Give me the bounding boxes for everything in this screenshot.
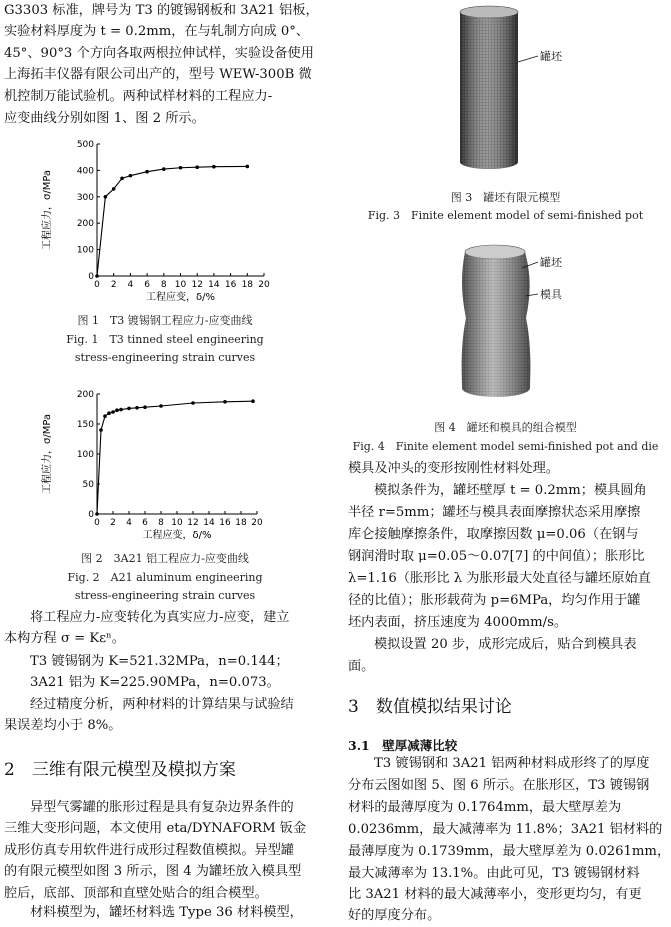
- section-3-1-heading: 3.1 壁厚减薄比较: [348, 738, 458, 753]
- y-tick-label: 200: [76, 219, 94, 230]
- x-axis-label: 工程应变，δ/%: [142, 530, 212, 541]
- data-point: [223, 400, 227, 404]
- data-point: [212, 165, 216, 169]
- y-tick-label: 200: [76, 390, 94, 400]
- text-line: 腔后，底部、顶部和直壁处贴合的组合模型。: [4, 886, 268, 901]
- text-line: 应变曲线分别如图 1、图 2 所示。: [4, 111, 205, 126]
- text-line: 经过精度分析，两种材料的计算结果与试验结: [30, 697, 294, 712]
- figure-1-chart: [40, 134, 300, 306]
- x-tick-label: 20: [251, 518, 263, 528]
- section-2-heading: 2 三维有限元模型及模拟方案: [4, 760, 236, 780]
- text-line: 异型气雾罐的胀形过程是具有复杂边界条件的: [30, 800, 294, 815]
- y-axis-label: 工程应力，σ/MPa: [42, 413, 53, 495]
- text-line: T3 镀锡钢和 3A21 铝两种材料成形终了的厚度: [374, 756, 650, 771]
- figure-2-caption-en: stress-engineering strain curves: [74, 589, 256, 602]
- text-line: 成形仿真专用软件进行成形过程数值模拟。异型罐: [4, 843, 295, 858]
- x-tick-label: 8: [160, 280, 167, 290]
- text-line: 45°、90°3 个方向各取两根拉伸试样，实验设备使用: [4, 46, 314, 61]
- text-line: 最薄厚度为 0.1739mm，最大壁厚差为 0.0261mm，: [348, 844, 671, 859]
- x-tick-label: 0: [94, 518, 100, 528]
- data-point: [95, 274, 99, 278]
- data-point: [119, 408, 123, 412]
- text-line: 面。: [348, 659, 375, 674]
- figure-4-combined-model: [440, 238, 590, 410]
- data-point: [246, 165, 250, 169]
- data-point: [251, 399, 255, 403]
- x-tick-label: 20: [258, 280, 270, 290]
- x-tick-label: 18: [241, 280, 254, 290]
- text-line: 比 3A21 材料的最大减薄率小，变形更均匀，有更: [348, 887, 642, 902]
- x-tick-label: 16: [224, 280, 237, 290]
- text-line: 模拟设置 20 步，成形完成后，贴合到模具表: [374, 637, 637, 652]
- x-tick-label: 6: [144, 280, 150, 290]
- text-line: 半径 r=5mm；罐坯与模具表面摩擦状态采用摩擦: [348, 505, 641, 520]
- x-tick-label: 12: [191, 280, 203, 290]
- figure-3-label-pot: 罐坯: [540, 50, 562, 63]
- y-tick-label: 400: [76, 166, 94, 177]
- data-point: [159, 404, 163, 408]
- data-point: [104, 195, 108, 199]
- data-point: [127, 407, 131, 411]
- figure-4-label-die: 模具: [540, 288, 562, 301]
- y-tick-label: 100: [76, 450, 94, 460]
- y-tick-label: 0: [88, 272, 94, 282]
- text-line: 三维大变形问题，本文使用 eta/DYNAFORM 钣金: [4, 821, 307, 836]
- text-line: 材料模型为，罐坯材料选 Type 36 材料模型，: [30, 905, 303, 920]
- x-axis-label: 工程应变，δ/%: [146, 292, 215, 303]
- series-line: [97, 401, 253, 514]
- text-line: 径的比值）；胀形载荷为 p=6MPa，均匀作用于罐: [348, 593, 641, 608]
- series-line: [97, 166, 247, 276]
- data-point: [112, 187, 116, 191]
- x-tick-label: 16: [219, 518, 231, 528]
- text-line: 坯内表面，挤压速度为 4000mm/s。: [348, 615, 568, 630]
- data-point: [95, 512, 99, 516]
- figure-1-caption-en: stress-engineering strain curves: [74, 351, 256, 364]
- text-line: 实验材料厚度为 t = 0.2mm，在与轧制方向成 0°、: [4, 24, 310, 39]
- x-tick-label: 14: [203, 518, 215, 528]
- x-tick-label: 10: [171, 518, 183, 528]
- y-tick-label: 100: [76, 245, 94, 256]
- figure-1-caption-cn: 图 1 T3 镀锡钢工程应力-应变曲线: [77, 314, 253, 327]
- data-point: [107, 411, 111, 415]
- text-line: 3A21 铝为 K=225.90MPa，n=0.073。: [30, 675, 280, 690]
- text-line: 材料的最薄厚度为 0.1764mm，最大壁厚差为: [348, 800, 622, 815]
- text-line: 模具及冲头的变形按刚性材料处理。: [348, 461, 559, 476]
- text-line: 好的厚度分布。: [348, 908, 441, 923]
- figure-4-label-pot: 罐坯: [540, 256, 562, 269]
- text-line: 0.0236mm，最大减薄率为 11.8%；3A21 铝材料的: [348, 822, 663, 837]
- section-3-heading: 3 数值模拟结果讨论: [348, 697, 512, 717]
- y-tick-label: 150: [76, 420, 94, 430]
- text-line: 模拟条件为，罐坯壁厚 t = 0.2mm；模具圆角: [374, 483, 647, 498]
- x-tick-label: 8: [158, 518, 164, 528]
- data-point: [103, 414, 107, 418]
- figure-3-caption-cn: 图 3 罐坯有限元模型: [450, 191, 561, 204]
- figure-1-caption-en: Fig. 1 T3 tinned steel engineering: [66, 333, 264, 346]
- x-tick-label: 12: [187, 518, 199, 528]
- data-point: [191, 401, 195, 405]
- text-line: 钢润滑时取 μ=0.05～0.07[7] 的中间值）；胀形比: [348, 549, 645, 564]
- figure-2-caption-en: Fig. 2 A21 aluminum engineering: [67, 571, 263, 584]
- figure-4-caption-cn: 图 4 罐坯和模具的组合模型: [434, 421, 577, 434]
- x-tick-label: 4: [126, 518, 132, 528]
- figure-3-caption-en: Fig. 3 Finite element model of semi-finished pot: [367, 209, 644, 222]
- text-line: 分布云图如图 5、图 6 所示。在胀形区，T3 镀锡钢: [348, 778, 650, 793]
- data-point: [195, 165, 199, 169]
- data-point: [145, 170, 149, 174]
- x-tick-label: 2: [110, 280, 117, 290]
- text-line: G3303 标准，牌号为 T3 的镀锡钢板和 3A21 铝板，: [4, 3, 319, 18]
- y-axis-label: 工程应力，σ/MPa: [42, 169, 53, 251]
- data-point: [120, 177, 124, 181]
- figure-2-chart: [40, 380, 300, 542]
- data-point: [129, 174, 133, 178]
- y-tick-label: 0: [88, 510, 94, 520]
- figure-3-mesh-model: [440, 0, 590, 180]
- text-line: 本构方程 σ = Kεⁿ。: [4, 631, 125, 646]
- data-point: [143, 405, 147, 409]
- y-tick-label: 500: [76, 140, 94, 150]
- x-tick-label: 0: [94, 280, 100, 290]
- text-line: 果误差均小于 8%。: [4, 718, 122, 733]
- y-tick-label: 300: [76, 192, 94, 203]
- data-point: [135, 406, 139, 410]
- x-tick-label: 14: [208, 280, 220, 290]
- figure-2-caption-cn: 图 2 3A21 铝工程应力-应变曲线: [81, 552, 249, 565]
- data-point: [162, 167, 166, 171]
- x-tick-label: 10: [174, 280, 187, 290]
- text-line: T3 镀锡钢为 K=521.32MPa，n=0.144；: [30, 654, 289, 669]
- text-line: 库仑接触摩擦条件，取摩擦因数 μ=0.06（在钢与: [348, 527, 639, 542]
- x-tick-label: 4: [127, 280, 134, 290]
- figure-4-caption-en: Fig. 4 Finite element model semi-finished pot and die: [352, 440, 659, 453]
- text-line: 将工程应力-应变转化为真实应力-应变，建立: [30, 610, 290, 625]
- data-point: [179, 166, 183, 170]
- text-line: 上海拓丰仪器有限公司出产的，型号 WEW-300B 微: [4, 67, 312, 82]
- y-tick-label: 50: [82, 480, 94, 490]
- x-tick-label: 2: [110, 518, 116, 528]
- data-point: [115, 408, 119, 412]
- data-point: [99, 428, 103, 432]
- x-tick-label: 18: [235, 518, 247, 528]
- text-line: 机控制万能试验机。两种试样材料的工程应力-: [4, 89, 273, 104]
- x-tick-label: 6: [142, 518, 148, 528]
- data-point: [111, 410, 115, 414]
- text-line: 最大减薄率为 13.1%。由此可见，T3 镀锡钢材料: [348, 866, 640, 881]
- text-line: λ=1.16（胀形比 λ 为胀形最大处直径与罐坯原始直: [348, 571, 651, 586]
- text-line: 的有限元模型如图 3 所示，图 4 为罐坯放入模具型: [4, 864, 302, 879]
